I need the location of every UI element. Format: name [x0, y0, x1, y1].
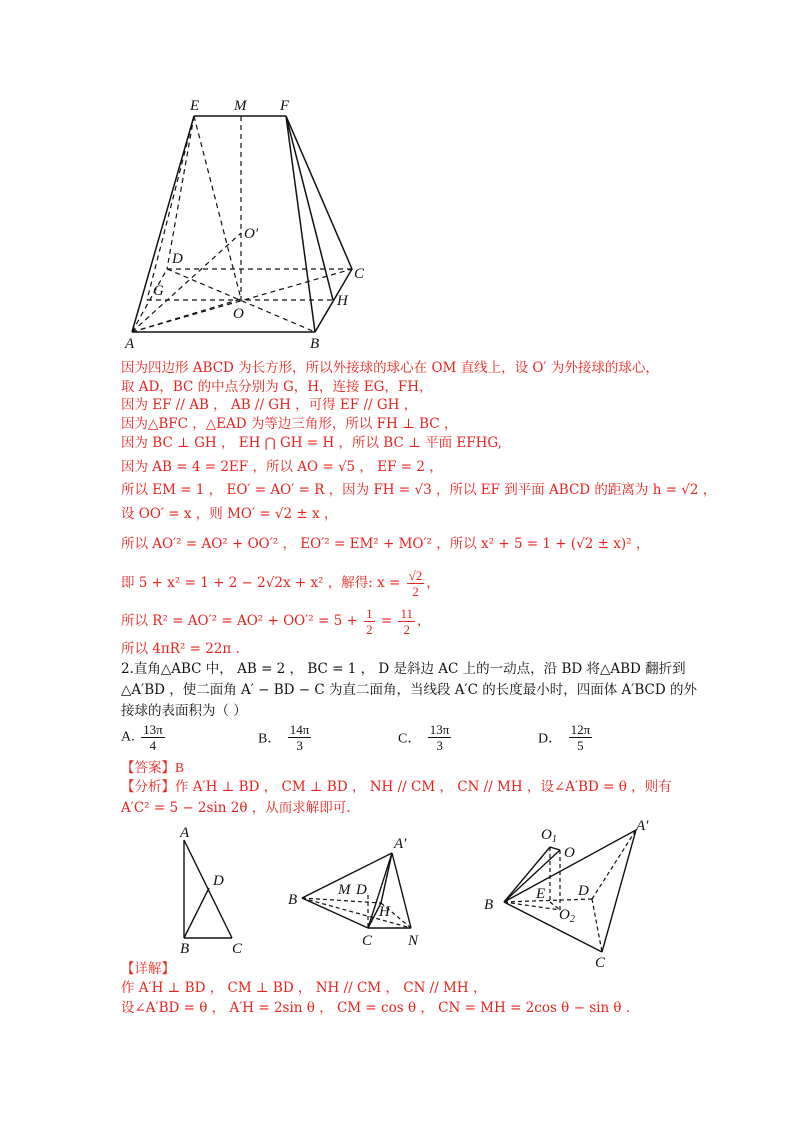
- label-C: C: [595, 955, 606, 970]
- label-E: E: [190, 98, 200, 114]
- label-F: F: [280, 98, 290, 114]
- option-d-numerator: 12π: [570, 722, 591, 737]
- option-a-denominator: 4: [149, 738, 157, 753]
- analysis-tag: 【分析】: [121, 779, 175, 795]
- option-a-numerator: 13π: [143, 722, 163, 737]
- fraction-eleven-halves: [398, 606, 415, 637]
- option-c-value: [428, 722, 452, 753]
- label-A: A: [125, 336, 135, 352]
- fraction-numerator: √2: [408, 568, 423, 583]
- fraction-half: [364, 606, 375, 637]
- fraction-denominator: 2: [412, 584, 419, 599]
- solution1-line12: 所以 4πR² = 22π .: [121, 641, 240, 657]
- label-C: C: [232, 941, 243, 955]
- figure-right-triangle: [172, 825, 272, 955]
- label-A-prime: A′: [394, 836, 407, 852]
- label-G: G: [153, 283, 164, 299]
- solution1-line1: 因为四边形 ABCD 为长方形，所以外接球的球心在 OM 直线上，设 O′ 为外接球的球心，: [121, 360, 659, 376]
- option-a-value: [141, 722, 165, 753]
- label-O1-base: O: [541, 827, 552, 843]
- label-O1: [541, 827, 557, 845]
- detail-line1: 作 A′H ⊥ BD ， CM ⊥ BD ， NH // CM ， CN // MH ，: [121, 980, 487, 996]
- option-b-denominator: 3: [296, 738, 303, 753]
- fraction-denominator: 2: [366, 622, 373, 637]
- fraction-numerator: 11: [400, 606, 413, 621]
- label-E: E: [536, 886, 546, 902]
- label-D: D: [172, 251, 183, 267]
- label-A: A: [180, 825, 190, 841]
- label-H: H: [337, 293, 348, 309]
- problem2-line2: △A′BD ，使二面角 A′ − BD − C 为直二面角，当线段 A′C 的长度最小时，四面体 A′BCD 的外: [121, 682, 697, 698]
- label-M: M: [338, 882, 351, 898]
- label-B: B: [180, 941, 190, 955]
- fraction-denominator: 2: [403, 622, 410, 637]
- analysis-text: 作 A′H ⊥ BD ， CM ⊥ BD ， NH // CM ， CN // MH ，设∠A′BD = θ ，则有: [175, 779, 672, 795]
- option-b-numerator: 14π: [289, 722, 310, 737]
- label-O2-subscript: 2: [569, 914, 575, 925]
- label-O: O: [564, 845, 575, 861]
- label-D: D: [356, 882, 367, 898]
- label-O: O: [233, 306, 244, 322]
- solution1-line5: 因为 BC ⊥ GH ， EH ⋂ GH = H ，所以 BC ⊥ 平面 EFHG,: [121, 435, 502, 451]
- solution1-line11-text: 所以 R² = AO′² = AO² + OO′² = 5 +: [121, 613, 363, 629]
- detail-line2: 设∠A′BD = θ ， A′H = 2sin θ ， CM = cos θ ， CN = MH = 2cos θ − sin θ .: [121, 1000, 631, 1016]
- equals: =: [376, 613, 397, 629]
- fraction-x: [407, 568, 425, 599]
- label-H: H: [379, 904, 390, 920]
- option-c-denominator: 3: [436, 738, 443, 753]
- option-b-label: B．: [258, 731, 282, 747]
- label-B: B: [310, 336, 320, 352]
- detail-tag: 【详解】: [121, 961, 175, 977]
- label-B: B: [288, 892, 298, 908]
- option-c-label: C．: [398, 731, 422, 747]
- option-d-label: D．: [538, 731, 563, 747]
- solution1-line6: 因为 AB = 4 = 2EF ，所以 AO = √5 ， EF = 2 ，: [121, 459, 443, 475]
- label-D: D: [578, 883, 589, 899]
- label-B: B: [484, 897, 494, 913]
- answer-value: B: [175, 760, 185, 775]
- option-d-denominator: 5: [577, 738, 584, 753]
- label-C: C: [354, 266, 365, 282]
- label-D: D: [213, 873, 224, 889]
- option-c[interactable]: [398, 722, 453, 753]
- option-d-value: [569, 722, 593, 753]
- fraction-numerator: 1: [366, 606, 373, 621]
- solution1-line9: 所以 AO′² = AO² + OO′² ， EO′² = EM² + MO′² ，所以 x² + 5 = 1 + (√2 ± x)² ，: [121, 536, 650, 552]
- solution1-line3: 因为 EF // AB ， AB // GH ，可得 EF // GH ，: [121, 397, 418, 413]
- problem2-line1: 2.直角△ABC 中， AB = 2 ， BC = 1 ， D 是斜边 AC 上的一动点，沿 BD 将△ABD 翻折到: [121, 661, 686, 677]
- label-O2: [559, 907, 575, 925]
- analysis-line2: A′C² = 5 − 2sin 2θ ，从而求解即可.: [121, 800, 351, 816]
- label-O1-subscript: 1: [551, 834, 557, 845]
- label-M: M: [234, 98, 247, 114]
- label-O-prime: O′: [244, 226, 259, 242]
- option-d[interactable]: [538, 722, 594, 753]
- problem2-line3: 接球的表面积为（ ）: [121, 703, 247, 719]
- answer-tag: 【答案】: [121, 760, 175, 776]
- analysis-line1: [121, 778, 672, 796]
- figure-polyhedron: [120, 95, 380, 355]
- solution1-line2: 取 AD，BC 的中点分别为 G，H，连接 EG，FH，: [121, 379, 433, 395]
- solution1-line11: 所以 R² = AO′² = AO² + OO′² = 5 + $\frac{1}{2}$ = $\frac{11}{2}$ ，: [121, 606, 431, 637]
- figure-folded-tetrahedron: [284, 828, 444, 950]
- label-N: N: [408, 933, 419, 949]
- label-A-prime: A′: [636, 818, 649, 834]
- solution1-line10: 即 5 + x² = 1 + 2 − 2√2x + x² ，解得: x = $\frac{√2}{2}$ ，: [121, 568, 440, 599]
- label-C: C: [362, 933, 373, 949]
- solution1-line8: 设 OO′ = x ，则 MO′ = √2 ± x ，: [121, 506, 338, 522]
- option-b-value: [288, 722, 312, 753]
- figure-sphere-center: [480, 815, 660, 970]
- option-b[interactable]: [258, 722, 313, 753]
- answer: [121, 759, 184, 777]
- label-O2-base: O: [559, 907, 570, 923]
- solution1-line4: 因为△BFC ，△EAD 为等边三角形，所以 FH ⊥ BC ，: [121, 416, 458, 432]
- option-a[interactable]: [121, 722, 167, 753]
- option-a-label: A.: [121, 729, 135, 745]
- option-c-numerator: 13π: [429, 722, 450, 737]
- solution1-line10-text: 即 5 + x² = 1 + 2 − 2√2x + x² ，解得: x =: [121, 575, 405, 591]
- solution1-line7: 所以 EM = 1 ， EO′ = AO′ = R ，因为 FH = √3 ，所以 EF 到平面 ABCD 的距离为 h = √2 ，: [121, 482, 717, 498]
